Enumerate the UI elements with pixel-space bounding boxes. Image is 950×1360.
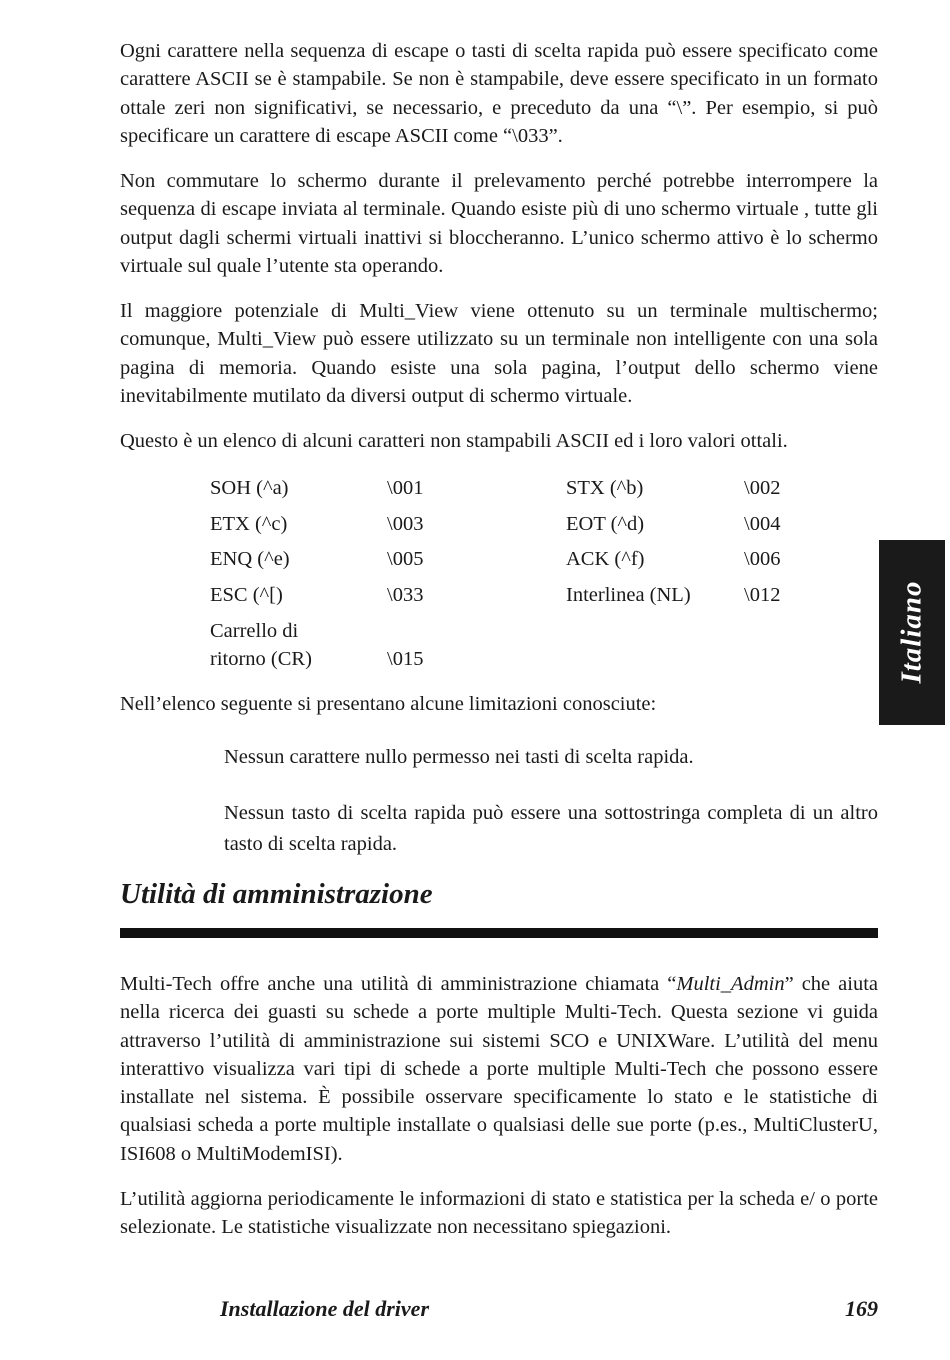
table-cell-name: ESC (^[): [210, 584, 283, 606]
table-cell-code: \003: [387, 513, 424, 535]
table-cell-code: \006: [744, 548, 781, 570]
table-cell-name: SOH (^a): [210, 477, 289, 499]
paragraph-ascii-list-intro: Questo è un elenco di alcuni caratteri non stampabili ASCII ed i loro valori ottali.: [120, 430, 788, 452]
paragraph-screen-switching: Non commutare lo schermo durante il prelevamento perché potrebbe interrompere la sequenza di escape inviata al terminale. Quando esiste più di uno schermo virtuale , tutte gli output dagli schermi virtuali inattivi si bloccheranno. L’unico schermo attivo è lo schermo virtuale sul quale l’utente sta operando.: [120, 170, 878, 277]
utility-name: Multi_Admin: [676, 973, 785, 995]
paragraph-multi-admin: [120, 970, 878, 1168]
table-cell-name: ETX (^c): [210, 513, 288, 535]
table-cell-name: EOT (^d): [566, 513, 645, 535]
table-cell-code: \004: [744, 513, 781, 535]
paragraph-multi-view-potential: Il maggiore potenziale di Multi_View viene ottenuto su un terminale multischermo; comunque, Multi_View può essere utilizzato su un terminale non intelligente con una sola pagina di memoria. Quando esiste una sola pagina, l’output dello schermo viene inevitabilmente mutilato da diversi output di schermo virtuale.: [120, 300, 878, 407]
table-cell-code: \001: [387, 477, 424, 499]
table-cell-name: STX (^b): [566, 477, 644, 499]
table-cell-code: \033: [387, 584, 424, 606]
section-heading: Utilità di amministrazione: [120, 878, 433, 910]
paragraph-periodic-update: L’utilità aggiorna periodicamente le informazioni di stato e statistica per la scheda e/ o porte selezionate. Le statistiche visualizzate non necessitano spiegazioni.: [120, 1188, 878, 1239]
table-cell-name: Interlinea (NL): [566, 584, 691, 606]
table-cell-code: \015: [387, 648, 424, 670]
table-cell-code: \005: [387, 548, 424, 570]
table-cell-name: ACK (^f): [566, 548, 645, 570]
paragraph-limitations-intro: Nell’elenco seguente si presentano alcune limitazioni conosciute:: [120, 693, 657, 715]
table-cell-name: ENQ (^e): [210, 548, 290, 570]
section-divider: [120, 928, 878, 938]
side-tab-label: Italiano: [895, 580, 928, 684]
footer-title: Installazione del driver: [220, 1296, 430, 1321]
table-cell-code: \012: [744, 584, 781, 606]
page-number: 169: [845, 1296, 878, 1321]
language-side-tab: [879, 540, 945, 725]
list-item: Nessun carattere nullo permesso nei tasti di scelta rapida.: [224, 746, 694, 768]
paragraph-text: ” che aiuta nella ricerca dei guasti su schede a porte multiple Multi-Tech. Questa sezione vi guida attraverso l’utilità di amministrazione sui sistemi SCO e UNIXWare. L’utilità del menu interattivo visualizza vari tipi di schede a porte multiple Multi-Tech che possono essere installate nel sistema. È possibile osservare specificamente lo stato e le statistiche di qualsiasi scheda a porte multiple installate o qualsiasi delle sue porte (p.es., MultiClusterU, ISI608 o MultiModemISI).: [120, 973, 878, 1165]
table-cell-name: Carrello di: [210, 620, 299, 642]
table-cell-code: \002: [744, 477, 781, 499]
paragraph-escape-characters: Ogni carattere nella sequenza di escape o tasti di scelta rapida può essere specificato come carattere ASCII se è stampabile. Se non è stampabile, deve essere specificato in un formato ottale zeri non significativi, se necessario, e preceduto da una “\”. Per esempio, si può specificare un carattere di escape ASCII come “\033”.: [120, 40, 878, 147]
table-cell-name: ritorno (CR): [210, 648, 312, 670]
list-item: Nessun tasto di scelta rapida può essere una sottostringa completa di un altro tasto di scelta rapida.: [224, 802, 878, 855]
paragraph-text: Multi-Tech offre anche una utilità di amministrazione chiamata “: [120, 973, 677, 995]
